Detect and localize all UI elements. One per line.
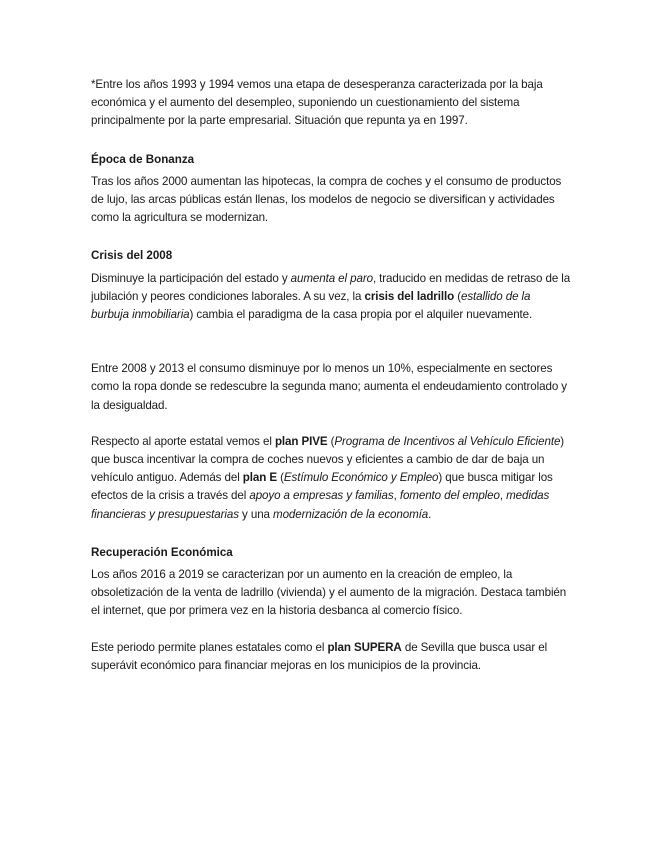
text-run: ( (327, 434, 335, 448)
text-run: ( (276, 471, 284, 485)
text-run: y una (238, 507, 274, 521)
recovery-paragraph-1: Los años 2016 a 2019 se caracterizan por un aumento en la creación de empleo, la obsoletización de la venta de ladrillo (vivienda) y el aumento de la migración. Destaca también el internet, que por primera vez en la historia desbanca al comercio físico. (91, 568, 567, 618)
text-run: Respecto al aporte estatal vemos el (91, 434, 275, 448)
bonanza-heading: Época de Bonanza (91, 152, 195, 166)
crisis-paragraph-2: Entre 2008 y 2013 el consumo disminuye por lo menos un 10%, especialmente en sectores como la ropa donde se redescubre la segunda mano; aumenta el endeudamiento controlado y la desigualdad. (91, 362, 567, 412)
text-run: . (428, 507, 432, 521)
italic-run: modernización de la economía (273, 507, 429, 521)
crisis-heading: Crisis del 2008 (91, 249, 173, 263)
bold-run: plan E (242, 471, 277, 485)
italic-run: fomento del empleo (399, 489, 500, 503)
italic-run: Estímulo Económico y Empleo (283, 471, 439, 485)
bold-run: plan PIVE (274, 434, 328, 448)
bold-run: crisis del ladrillo (364, 289, 455, 303)
italic-run: apoyo a empresas y familias (249, 489, 394, 503)
text-run: ( (454, 289, 461, 303)
text-run: , (393, 489, 400, 503)
crisis-paragraph-3 (91, 433, 571, 524)
italic-run: estallido de la burbuja inmobiliaria (91, 289, 531, 322)
bold-run: plan SUPERA (327, 640, 402, 654)
text-run: de Sevilla que busca usar el superávit económico para financiar mejoras en los municipios de la provincia. (91, 640, 548, 672)
italic-run: Programa de Incentivos al Vehículo Eficiente (334, 434, 561, 448)
italic-run: medidas financieras y presupuestarias (91, 489, 550, 521)
italic-run: aumenta el paro (290, 271, 373, 285)
bonanza-paragraph: Tras los años 2000 aumentan las hipotecas, la compra de coches y el consumo de productos de lujo, las arcas públicas están llenas, los modelos de negocio se diversifican y actividades como la agricultura se modernizan. (91, 174, 562, 225)
text-run: , traducido en medidas de retraso de la jubilación y peores condiciones laborales. A su vez, la (91, 271, 571, 303)
recovery-heading: Recuperación Económica (91, 545, 233, 559)
text-run: ) que busca mitigar los efectos de la crisis a través del (91, 471, 553, 503)
crisis-paragraph-1 (91, 270, 571, 325)
intro-paragraph: *Entre los años 1993 y 1994 vemos una etapa de desesperanza caracterizada por la baja económica y el aumento del desempleo, suponiendo un cuestionamiento del sistema principalmente por la parte empresarial. Situación que repunta ya en 1997. (91, 78, 543, 128)
text-run: ) que busca incentivar la compra de coches nuevos y eficientes a cambio de dar de baja un vehículo antiguo. Además del (91, 434, 565, 485)
recovery-paragraph-2 (91, 639, 571, 675)
text-run: , (499, 489, 507, 503)
text-run: Disminuye la participación del estado y (91, 271, 291, 285)
text-run: ) cambia el paradigma de la casa propia por el alquiler nuevamente. (189, 308, 533, 322)
text-run: Este periodo permite planes estatales como el (91, 640, 328, 654)
document-page (91, 76, 571, 675)
